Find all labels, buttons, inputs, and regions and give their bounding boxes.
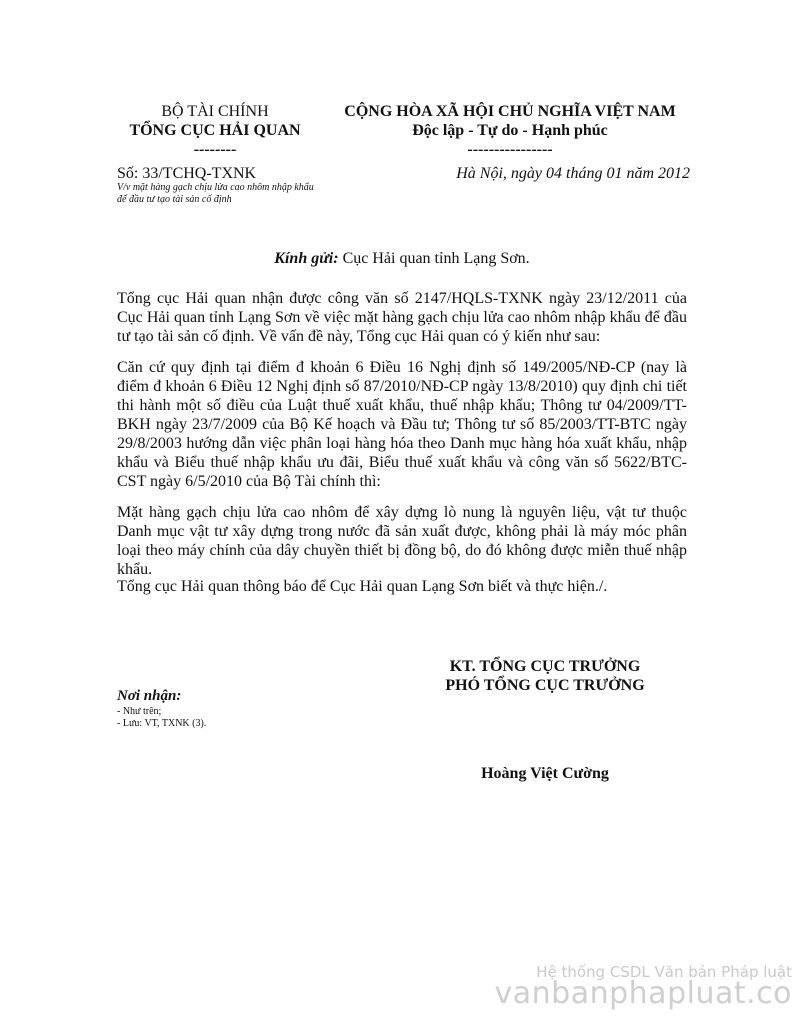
- national-heading-block: [330, 102, 690, 159]
- recipient-label: Kính gửi:: [274, 250, 339, 267]
- issuing-agency-block: [100, 102, 330, 159]
- body-paragraph: Tổng cục Hải quan nhận được công văn số 2147/HQLS-TXNK ngày 23/12/2011 của Cục Hải quan tỉnh Lạng Sơn về việc mặt hàng gạch chịu lửa cao nhôm nhập khẩu để đầu tư tạo tài sản cố định. Về vấn đề này, Tổng cục Hải quan có ý kiến như sau:: [117, 290, 687, 345]
- document-number: Số: 33/TCHQ-TXNK: [117, 165, 257, 182]
- agency-rule: --------: [193, 141, 237, 158]
- national-motto: Độc lập - Tự do - Hạnh phúc: [412, 122, 608, 139]
- recipient-item: - Như trên;: [117, 706, 162, 717]
- watermark-site-name: vanbanphapluat.co: [494, 976, 792, 1011]
- signer-title-2: PHÓ TỔNG CỤC TRƯỞNG: [445, 677, 645, 694]
- recipients-heading: Nơi nhận:: [117, 688, 182, 704]
- document-subject: V/v mặt hàng gạch chịu lửa cao nhôm nhập khẩu để đầu tư tạo tài sản cố định: [117, 182, 314, 205]
- recipient-item: - Lưu: VT, TXNK (3).: [117, 718, 207, 729]
- body-paragraph: Tổng cục Hải quan thông báo để Cục Hải quan Lạng Sơn biết và thực hiện./.: [117, 578, 608, 595]
- signer-title-1: KT. TỔNG CỤC TRƯỞNG: [449, 658, 641, 675]
- recipients-list: [117, 706, 206, 730]
- body-paragraph: Mặt hàng gạch chịu lửa cao nhôm để xây dựng lò nung là nguyên liệu, vật tư thuộc Danh mục vật tư xây dựng trong nước đã sản xuất được, không phải là máy móc phân loại theo máy chính của dây chuyền thiết bị đồng bộ, do đó không được miễn thuế nhập khẩu.: [117, 504, 687, 578]
- recipient-name: Cục Hải quan tỉnh Lạng Sơn.: [338, 250, 530, 267]
- ministry-name: BỘ TÀI CHÍNH: [161, 103, 269, 120]
- watermark-tagline: Hệ thống CSDL Văn bản Pháp luật: [536, 963, 792, 981]
- signer-name: Hoàng Việt Cường: [481, 765, 609, 782]
- agency-name: TỔNG CỤC HẢI QUAN: [129, 122, 301, 139]
- nation-title: CỘNG HÒA XÃ HỘI CHỦ NGHĨA VIỆT NAM: [344, 103, 676, 120]
- signer-titles: [400, 657, 690, 695]
- body-paragraph: Căn cứ quy định tại điểm đ khoản 6 Điều 16 Nghị định số 149/2005/NĐ-CP (nay là điểm đ khoản 6 Điều 12 Nghị định số 87/2010/NĐ-CP ngày 13/8/2010) quy định chi tiết thi hành một số điều của Luật thuế xuất khẩu, thuế nhập khẩu; Thông tư 04/2009/TT-BKH ngày 23/7/2009 của Bộ Kế hoạch và Đầu tư; Thông tư số 85/2003/TT-BTC ngày 29/8/2003 hướng dẫn việc phân loại hàng hóa theo Danh mục hàng hóa xuất khẩu, nhập khẩu và Biểu thuế nhập khẩu ưu đãi, Biểu thuế xuất khẩu và công văn số 5622/BTC-CST ngày 6/5/2010 của Bộ Tài chính thì:: [117, 359, 687, 490]
- document-date: Hà Nội, ngày 04 tháng 01 năm 2012: [456, 165, 690, 182]
- motto-rule: ----------------: [467, 141, 553, 158]
- recipient-line: [117, 250, 687, 268]
